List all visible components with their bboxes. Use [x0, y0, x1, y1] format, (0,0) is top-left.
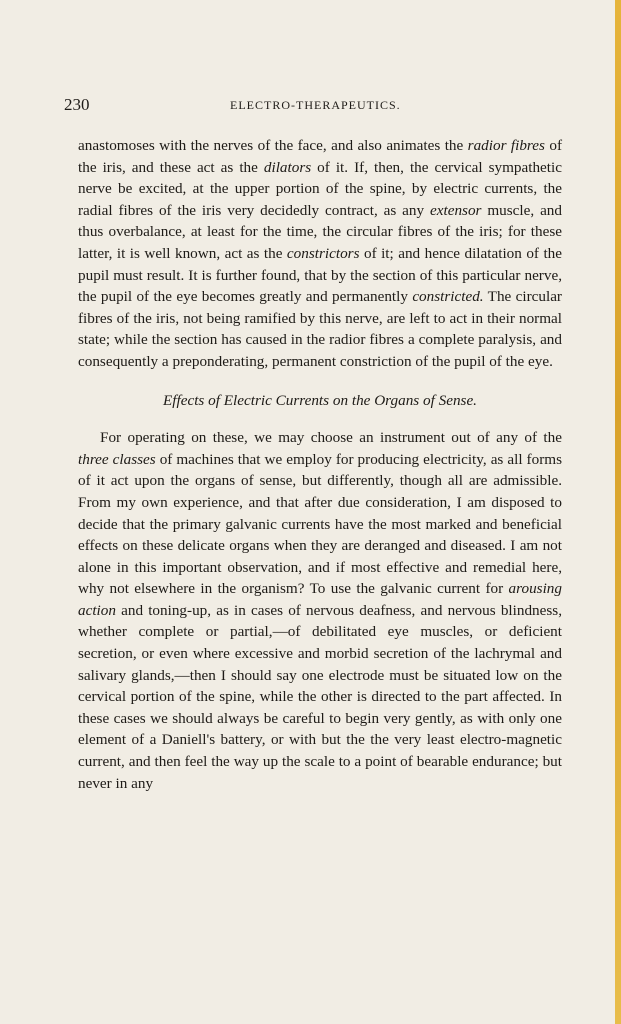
running-head: ELECTRO-THERAPEUTICS.: [230, 98, 401, 112]
italic-term: three classes: [78, 450, 156, 468]
paragraph-2: [78, 427, 562, 794]
text-run: of machines that we employ for producing electricity, as all forms of it act upon the organs of sense, but differently, though all are admissible. From my own experience, and that after due consideration, I am disposed to decide that the primary galvanic currents have the most marked and beneficial effects on these delicate organs when they are deranged and diseased. I am not alone in this important observation, and if most effective and remedial here, why not elsewhere in the organism? To use the galvanic current for: [78, 450, 562, 598]
text-run: The circular fibres of the iris, not being ramified by this nerve, are left to act in their normal state; while the section has caused in the radior fibres a complete paralysis, and consequently a preponderating, permanent constriction of the pupil of the eye.: [78, 288, 562, 370]
section-heading: Effects of Electric Currents on the Organs of Sense.: [163, 391, 477, 409]
text-run: of it. If, then, the cervical sympathetic nerve be excited, at the upper portion of the spine, by electric currents, the radial fibres of the iris very decidedly contract, as any: [78, 158, 562, 219]
paragraph-1: [78, 135, 562, 373]
text-run: For operating on these, we may choose an instrument out of any of the: [100, 429, 562, 447]
italic-term: constrictors: [286, 244, 360, 262]
italic-term: dilators: [263, 158, 312, 176]
page-number: 230: [64, 95, 90, 114]
page-header: [64, 95, 562, 117]
italic-term: radior fibres: [467, 137, 545, 154]
text-run: and toning-up, as in cases of nervous deafness, and nervous blindness, whether complete or partial,—of debilitated eye muscles, or deficient secretion, or even where excessive and morbid secretion of the lachrymal and salivary glands,—then I should say one electrode must be situated low on the cervical portion of the spine, while the other is directed to the part affected. In these cases we should always be careful to begin very gently, as with only one element of a Daniell's battery, or with but the the very least electro-magnetic current, and then feel the way up the scale to a point of bearable endurance; but never in any: [78, 601, 562, 792]
italic-term: arousing action: [78, 580, 562, 619]
text-run: of the iris, and these act as the: [78, 137, 562, 176]
italic-term: extensor: [430, 201, 482, 219]
book-page: [64, 95, 563, 794]
text-run: muscle, and thus overbalance, at least for the time, the circular fibres of the iris; for these latter, it is well known, act as the: [78, 201, 562, 262]
body-text: [78, 135, 562, 794]
italic-term: constricted.: [412, 288, 484, 306]
page-edge-gilding: [615, 0, 621, 1024]
text-run: of it; and hence dilatation of the pupil must result. It is further found, that by the section of this particular nerve, the pupil of the eye becomes greatly and permanently: [78, 244, 563, 306]
text-run: anastomoses with the nerves of the face, and also animates the: [78, 137, 468, 154]
